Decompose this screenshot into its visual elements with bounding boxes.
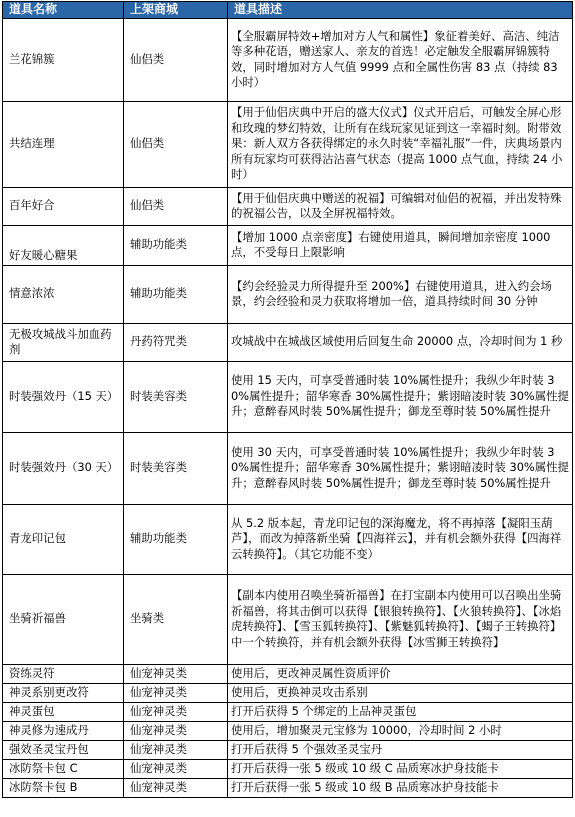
item-name-cell: 资练灵符 — [3, 664, 124, 683]
description-cell: 【副本内使用召唤坐骑祈福兽】在打宝副本内使用可以召唤出坐骑祈福兽，将其击倒可以获得【银狼转换符】、【火狼转换符】、【冰焰虎转换符】、【雪玉狐转换符】、【紫魅狐转换符】、【蝎子王转换符】中一个转换符，并有机会额外获得【冰雪狮王转换符】 — [228, 574, 573, 664]
shop-cell: 仙宠神灵类 — [124, 683, 228, 702]
item-name-cell: 时装强效丹（15 天） — [3, 361, 124, 432]
shop-cell: 仙宠神灵类 — [124, 664, 228, 683]
item-name-cell: 情意浓浓 — [3, 265, 124, 323]
item-name-cell: 神灵修为速成丹 — [3, 721, 124, 740]
table-row — [3, 225, 573, 265]
item-name-cell: 冰防祭卡包 B — [3, 778, 124, 797]
shop-cell: 时装美容类 — [124, 361, 228, 432]
description-cell: 【全服霸屏特效+增加对方人气和属性】象征着美好、高洁、纯洁等多种花语，赠送家人、亲友的首选！必定触发全服霸屏锦簇特效，同时增加对方人气值 9999 点和全属性伤害 83 点（持续 83 小时） — [228, 18, 573, 101]
item-name-cell: 神灵系别更改符 — [3, 683, 124, 702]
description-cell: 攻城战中在城战区域使用后回复生命 20000 点，冷却时间为 1 秒 — [228, 323, 573, 361]
description-cell: 打开后获得 5 个绑定的上品神灵蛋包 — [228, 702, 573, 721]
table-row — [3, 759, 573, 778]
item-name-cell: 兰花锦簇 — [3, 18, 124, 101]
shop-cell: 仙宠神灵类 — [124, 702, 228, 721]
table-row — [3, 574, 573, 664]
header-description: 道具描述 — [228, 2, 573, 19]
description-cell: 打开后获得一张 5 级或 10 级 B 品质寒冰护身技能卡 — [228, 778, 573, 797]
table-row — [3, 432, 573, 504]
table-row — [3, 18, 573, 101]
item-name-cell: 神灵蛋包 — [3, 702, 124, 721]
item-name-cell: 无极攻城战斗加血药剂 — [3, 323, 124, 361]
table-row — [3, 683, 573, 702]
table-row — [3, 265, 573, 323]
description-cell: 从 5.2 版本起，青龙印记包的深海魔龙，将不再掉落【凝阳玉葫芦】，而改为掉落新坐骑【四海祥云】，并有机会额外获得【四海祥云转换符】。（其它功能不变） — [228, 504, 573, 574]
description-cell: 【约会经验灵力所得提升至 200%】右键使用道具，进入约会场景，约会经验和灵力获取将增加一倍，道具持续时间 30 分钟 — [228, 265, 573, 323]
shop-cell: 仙宠神灵类 — [124, 721, 228, 740]
item-name-cell: 坐骑祈福兽 — [3, 574, 124, 664]
item-name-cell: 时装强效丹（30 天） — [3, 432, 124, 504]
table-row — [3, 101, 573, 187]
item-name-cell: 青龙印记包 — [3, 504, 124, 574]
table-row — [3, 323, 573, 361]
table-row — [3, 721, 573, 740]
table-row — [3, 740, 573, 759]
shop-cell: 仙宠神灵类 — [124, 759, 228, 778]
table-row — [3, 664, 573, 683]
table-row — [3, 702, 573, 721]
description-cell: 使用后，更换神灵攻击系别 — [228, 683, 573, 702]
description-cell: 【用于仙侣庆典中赠送的祝福】可编辑对仙侣的祝福，并出发特殊的祝福公告，以及全屏祝福特效。 — [228, 187, 573, 225]
header-item-name: 道具名称 — [3, 2, 124, 19]
description-cell: 打开后获得 5 个强效圣灵宝丹 — [228, 740, 573, 759]
shop-cell: 丹药符咒类 — [124, 323, 228, 361]
item-name-cell: 冰防祭卡包 C — [3, 759, 124, 778]
table-row — [3, 504, 573, 574]
shop-cell: 辅助功能类 — [124, 504, 228, 574]
description-cell: 【增加 1000 点亲密度】右键使用道具，瞬间增加亲密度 1000 点，不受每日上限影响 — [228, 225, 573, 265]
shop-cell: 辅助功能类 — [124, 225, 228, 265]
shop-cell: 仙侣类 — [124, 187, 228, 225]
item-name-cell: 强效圣灵宝丹包 — [3, 740, 124, 759]
description-cell: 使用后，更改神灵属性资质评价 — [228, 664, 573, 683]
description-cell: 【用于仙侣庆典中开启的盛大仪式】仪式开启后，可触发全屏心形和玫瑰的梦幻特效，让所有在线玩家见证到这一幸福时刻。附带效果：新人双方各获得绑定的永久时装“幸福礼服”一件，庆典场景内所有玩家均可获得沾沾喜气状态（提高 1000 点气血，持续 24 小时） — [228, 101, 573, 187]
shop-cell: 仙宠神灵类 — [124, 740, 228, 759]
shop-cell: 仙侣类 — [124, 18, 228, 101]
header-row — [3, 2, 573, 19]
item-name-cell: 好友暖心糖果 — [3, 225, 124, 265]
description-cell: 使用后，增加聚灵元宝修为 10000，冷却时间 2 小时 — [228, 721, 573, 740]
shop-cell: 辅助功能类 — [124, 265, 228, 323]
shop-cell: 仙宠神灵类 — [124, 778, 228, 797]
table-row — [3, 778, 573, 797]
shop-cell: 时装美容类 — [124, 432, 228, 504]
description-cell: 使用 30 天内，可享受普通时装 10%属性提升；我纵少年时装 30%属性提升；韶华寒香 30%属性提升；紫诩暗凌时装 30%属性提升；意醉春风时装 50%属性提升；御龙至尊时装 50%属性提升 — [228, 432, 573, 504]
header-shop: 上架商城 — [124, 2, 228, 19]
item-name-cell: 共结连理 — [3, 101, 124, 187]
description-cell: 打开后获得一张 5 级或 10 级 C 品质寒冰护身技能卡 — [228, 759, 573, 778]
item-name-cell: 百年好合 — [3, 187, 124, 225]
table-row — [3, 361, 573, 432]
description-cell: 使用 15 天内，可享受普通时装 10%属性提升；我纵少年时装 30%属性提升；韶华寒香 30%属性提升；紫诩暗凌时装 30%属性提升；意醉春风时装 50%属性提升；御龙至尊时装 50%属性提升 — [228, 361, 573, 432]
item-table — [2, 1, 573, 798]
table-row — [3, 187, 573, 225]
shop-cell: 仙侣类 — [124, 101, 228, 187]
shop-cell: 坐骑类 — [124, 574, 228, 664]
